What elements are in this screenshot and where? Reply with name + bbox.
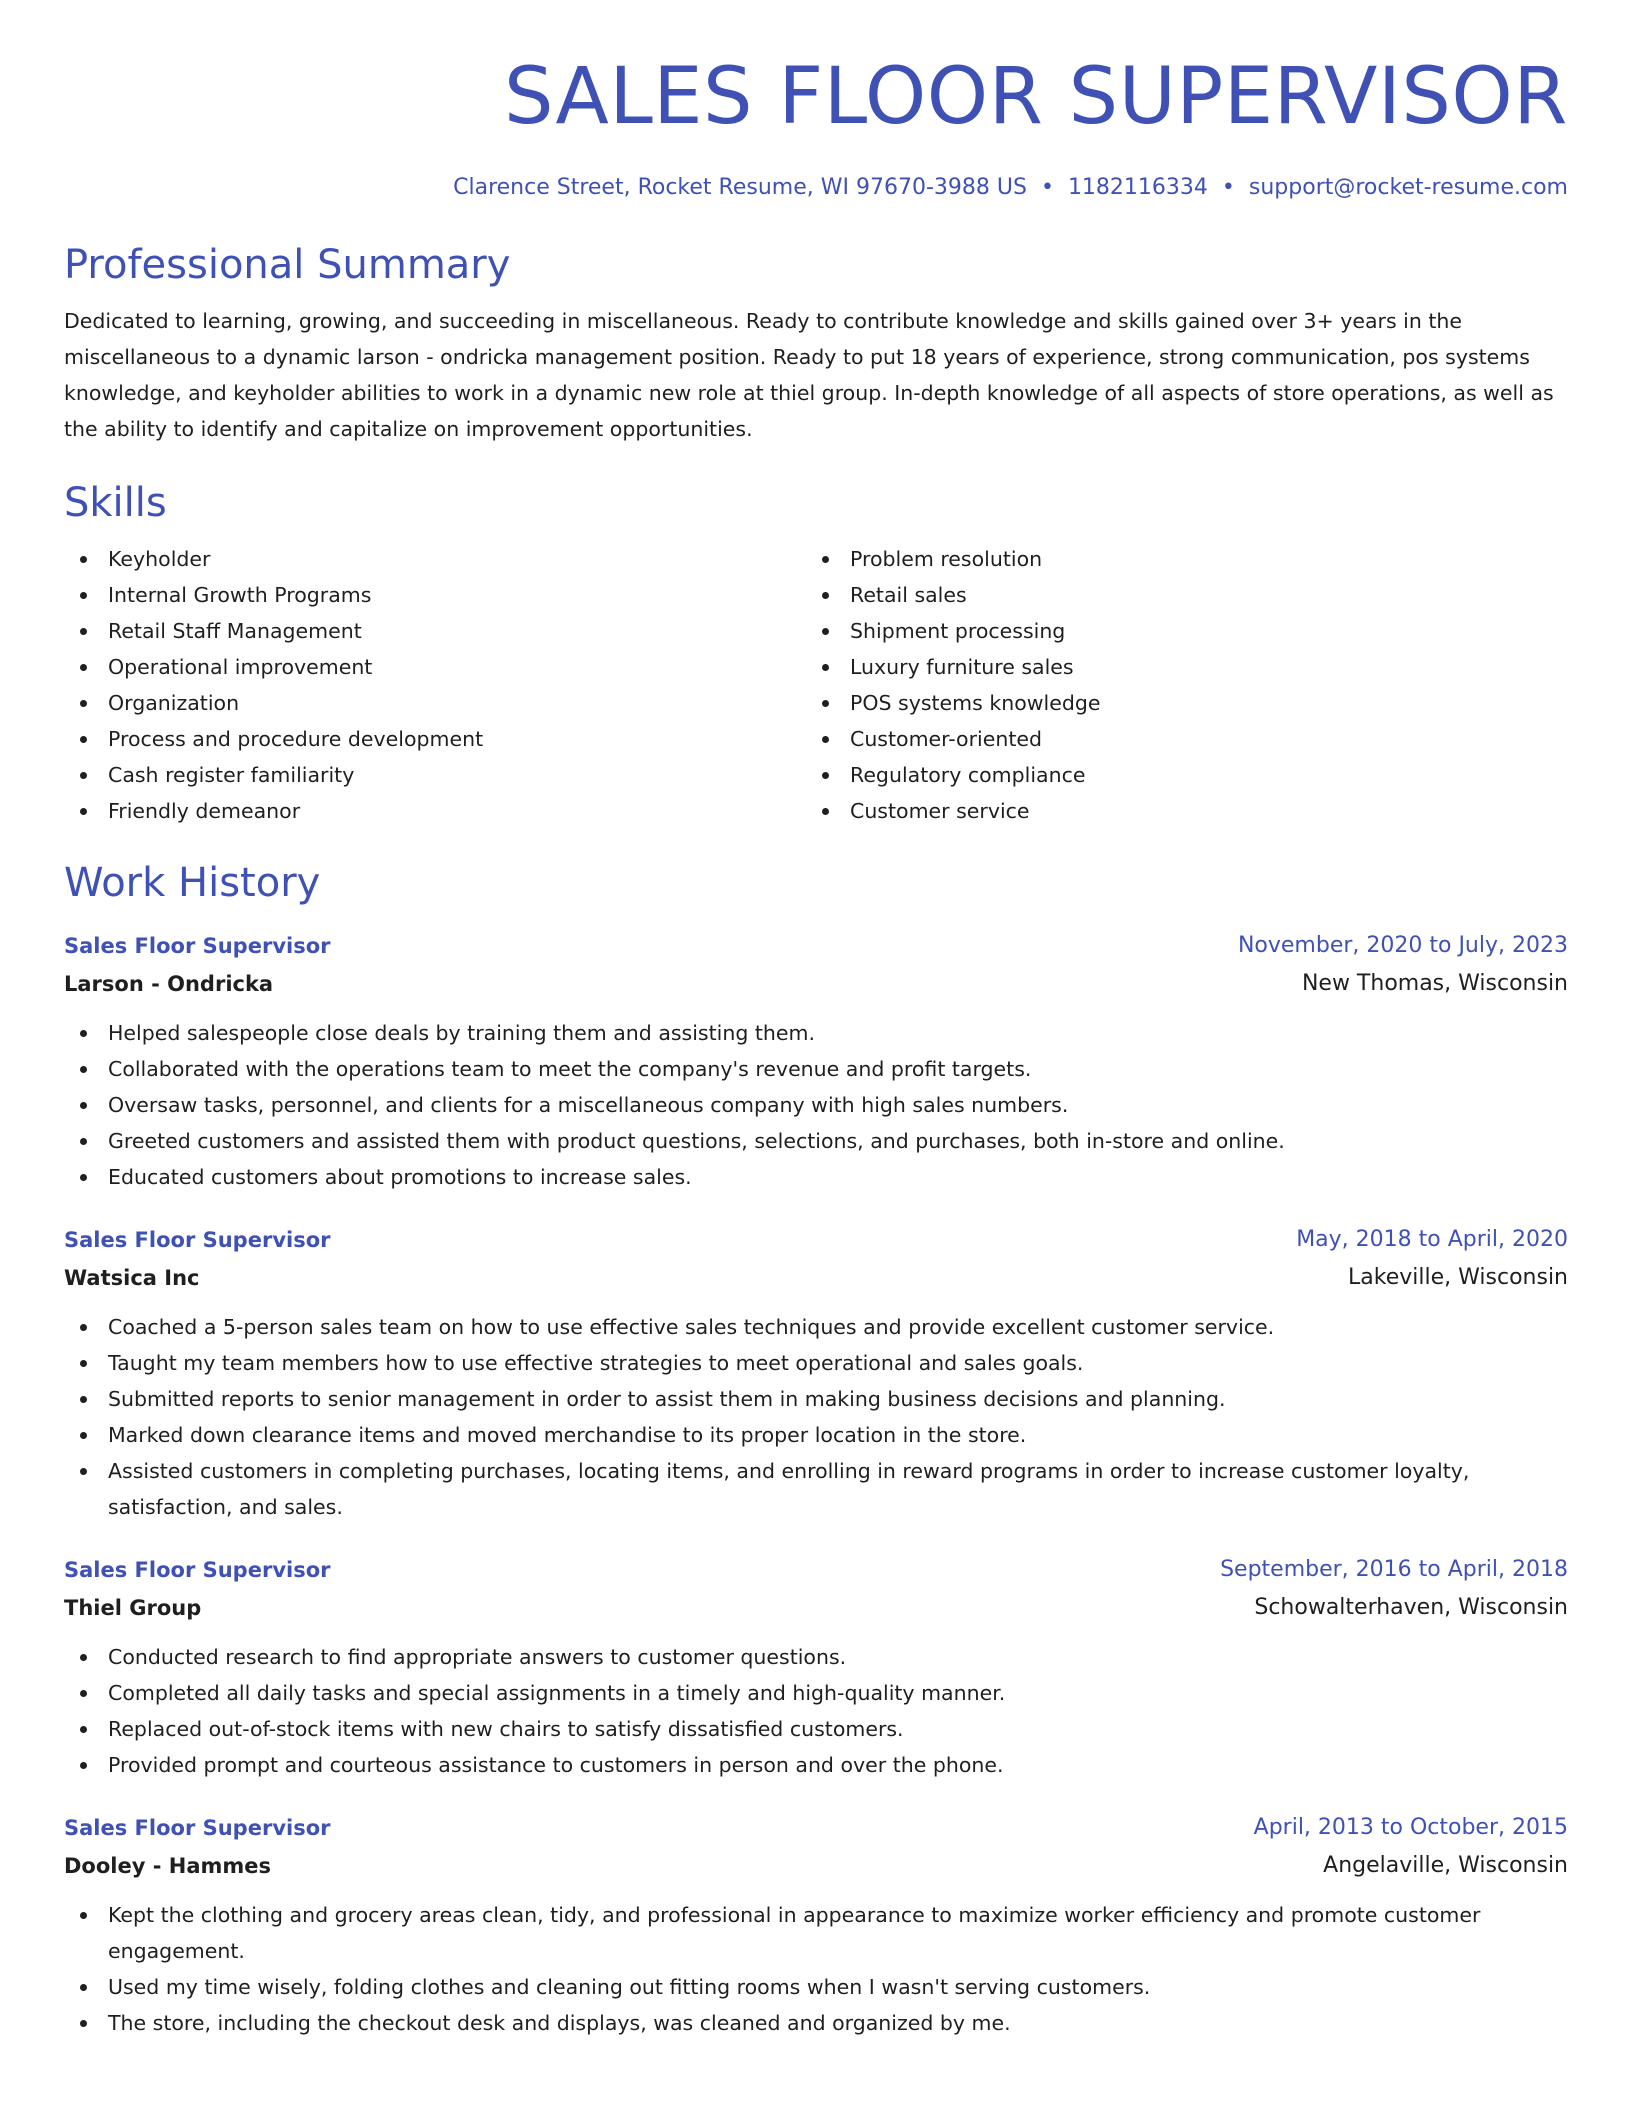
summary-text: Dedicated to learning, growing, and succeeding in miscellaneous. Ready to contribute knowledge and skills gained over 3+ years in the miscellaneous to a dynamic larson - ondricka management position. Ready to put 18 years of experience, strong communication, pos systems knowledge, and keyholder abilities to work in a dynamic new role at thiel group. In-depth knowledge of all aspects of store operations, as well as the ability to identify and capitalize on improvement opportunities. <box>64 309 1554 442</box>
job-dates: September, 2016 to April, 2018 <box>1220 1557 1568 1583</box>
job-company: Watsica Inc <box>64 1266 200 1291</box>
skill-item: Friendly demeanor <box>64 793 806 829</box>
separator-dot: • <box>1040 175 1054 200</box>
skill-item: Internal Growth Programs <box>64 577 806 613</box>
skill-item: Customer-oriented <box>806 721 1548 757</box>
job-bullets <box>64 1897 1568 2041</box>
job-location: Lakeville, Wisconsin <box>1348 1265 1568 1291</box>
job-title: Sales Floor Supervisor <box>64 1816 331 1841</box>
job-bullet: Replaced out-of-stock items with new chairs to satisfy dissatisfied customers. <box>64 1711 1568 1747</box>
job-company-row <box>64 1851 1568 1881</box>
job-bullet: Conducted research to find appropriate answers to customer questions. <box>64 1639 1568 1675</box>
job-bullet: Completed all daily tasks and special assignments in a timely and high-quality manner. <box>64 1675 1568 1711</box>
job-entry <box>64 1225 1568 1525</box>
skill-item: Retail Staff Management <box>64 613 806 649</box>
resume-name: SALES FLOOR SUPERVISOR <box>504 52 1568 142</box>
phone: 1182116334 <box>1067 175 1208 200</box>
skill-item: Luxury furniture sales <box>806 649 1548 685</box>
job-bullet: Submitted reports to senior management in order to assist them in making business decisions and planning. <box>64 1381 1568 1417</box>
job-dates: April, 2013 to October, 2015 <box>1253 1815 1568 1841</box>
job-header <box>64 1555 1568 1585</box>
skills-column-left <box>64 541 806 829</box>
skill-item: Retail sales <box>806 577 1548 613</box>
job-company: Larson - Ondricka <box>64 972 274 997</box>
job-company-row <box>64 1593 1568 1623</box>
job-bullet: Educated customers about promotions to increase sales. <box>64 1159 1568 1195</box>
job-header <box>64 931 1568 961</box>
job-bullet: Collaborated with the operations team to meet the company's revenue and profit targets. <box>64 1051 1568 1087</box>
separator-dot: • <box>1221 175 1235 200</box>
address: Clarence Street, Rocket Resume, WI 97670-3988 US <box>453 175 1027 200</box>
job-company: Thiel Group <box>64 1596 202 1621</box>
skill-item: Operational improvement <box>64 649 806 685</box>
job-bullet: The store, including the checkout desk and displays, was cleaned and organized by me. <box>64 2005 1568 2041</box>
skill-item: Customer service <box>806 793 1548 829</box>
job-bullets <box>64 1309 1568 1525</box>
section-title-skills: Skills <box>64 480 167 527</box>
job-location: New Thomas, Wisconsin <box>1301 971 1568 997</box>
job-entry <box>64 1555 1568 1783</box>
job-title: Sales Floor Supervisor <box>64 1228 331 1253</box>
skill-item: Regulatory compliance <box>806 757 1548 793</box>
job-entry <box>64 931 1568 1195</box>
skills-column-right <box>806 541 1548 829</box>
job-bullet: Taught my team members how to use effective strategies to meet operational and sales goals. <box>64 1345 1568 1381</box>
job-title: Sales Floor Supervisor <box>64 1558 331 1583</box>
skill-item: POS systems knowledge <box>806 685 1548 721</box>
job-header <box>64 1225 1568 1255</box>
resume-page <box>64 0 1568 2041</box>
job-bullet: Helped salespeople close deals by training them and assisting them. <box>64 1015 1568 1051</box>
skill-item: Problem resolution <box>806 541 1548 577</box>
job-bullet: Used my time wisely, folding clothes and cleaning out fitting rooms when I wasn't serving customers. <box>64 1969 1568 2005</box>
job-dates: May, 2018 to April, 2020 <box>1296 1227 1568 1253</box>
job-bullet: Kept the clothing and grocery areas clean, tidy, and professional in appearance to maximize worker efficiency and promote customer engagement. <box>64 1897 1568 1969</box>
job-bullet: Marked down clearance items and moved merchandise to its proper location in the store. <box>64 1417 1568 1453</box>
skill-item: Keyholder <box>64 541 806 577</box>
job-location: Schowalterhaven, Wisconsin <box>1254 1595 1568 1621</box>
job-company: Dooley - Hammes <box>64 1854 272 1879</box>
skill-item: Process and procedure development <box>64 721 806 757</box>
job-bullet: Oversaw tasks, personnel, and clients for a miscellaneous company with high sales numbers. <box>64 1087 1568 1123</box>
job-title: Sales Floor Supervisor <box>64 934 331 959</box>
job-bullet: Assisted customers in completing purchases, locating items, and enrolling in reward programs in order to increase customer loyalty, satisfaction, and sales. <box>64 1453 1568 1525</box>
email: support@rocket-resume.com <box>1248 175 1568 200</box>
job-bullet: Greeted customers and assisted them with product questions, selections, and purchases, both in-store and online. <box>64 1123 1568 1159</box>
job-bullet: Provided prompt and courteous assistance to customers in person and over the phone. <box>64 1747 1568 1783</box>
section-title-work-history: Work History <box>64 860 321 907</box>
job-bullet: Coached a 5-person sales team on how to use effective sales techniques and provide excellent customer service. <box>64 1309 1568 1345</box>
job-entry <box>64 1813 1568 2041</box>
contact-line <box>64 175 1568 201</box>
skill-item: Shipment processing <box>806 613 1548 649</box>
job-bullets <box>64 1015 1568 1195</box>
job-company-row <box>64 1263 1568 1293</box>
section-title-summary: Professional Summary <box>64 242 511 289</box>
job-header <box>64 1813 1568 1843</box>
job-bullets <box>64 1639 1568 1783</box>
job-dates: November, 2020 to July, 2023 <box>1237 933 1568 959</box>
skill-item: Organization <box>64 685 806 721</box>
job-company-row <box>64 969 1568 999</box>
skill-item: Cash register familiarity <box>64 757 806 793</box>
job-location: Angelaville, Wisconsin <box>1323 1853 1568 1879</box>
skills-list <box>64 541 1568 829</box>
